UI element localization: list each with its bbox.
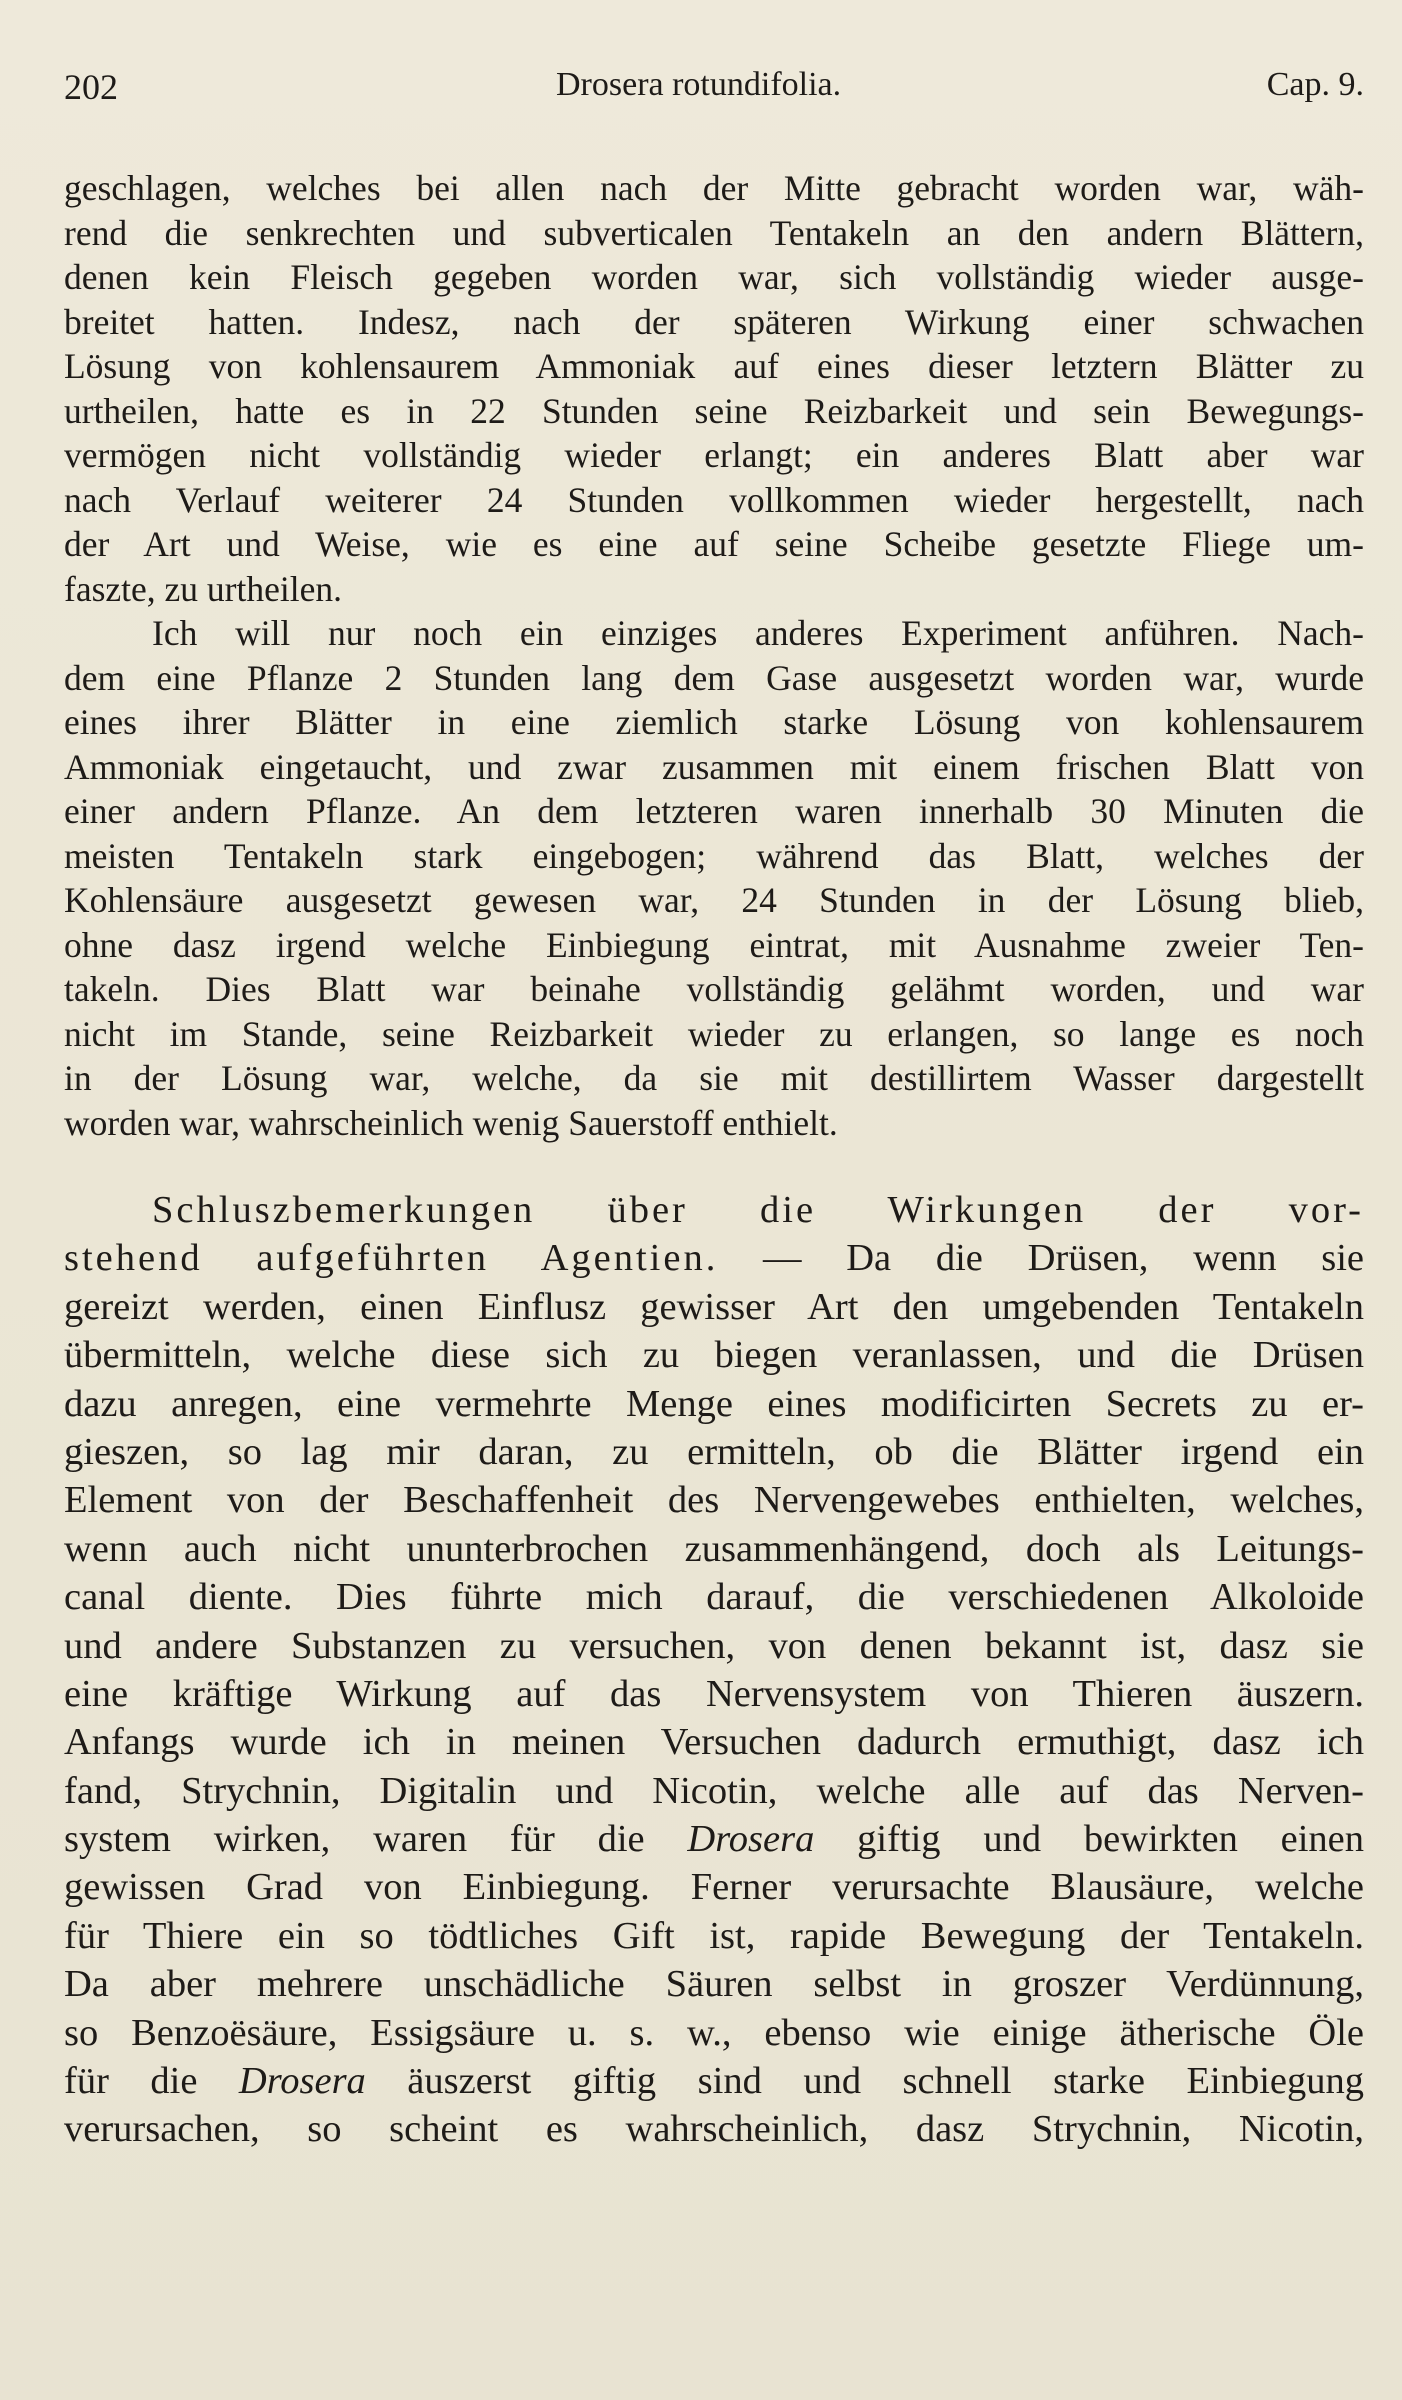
text-fragment: — Da die Drüsen, wenn sie (718, 1237, 1364, 1280)
text-line: für Thiere ein so tödtliches Gift ist, rapide Bewegung der Tentakeln. (64, 1914, 1364, 1957)
text-line: nach Verlauf weiterer 24 Stunden vollkommen wieder hergestellt, nach (64, 479, 1364, 520)
text-line: Kohlensäure ausgesetzt gewesen war, 24 Stunden in der Lösung blieb, (64, 880, 1364, 920)
text-line: der Art und Weise, wie es eine auf seine Scheibe gesetzte Fliege um- (64, 524, 1364, 564)
text-line: takeln. Dies Blatt war beinahe vollständig gelähmt worden, und war (64, 969, 1364, 1009)
text-line: vermögen nicht vollständig wieder erlangt; ein anderes Blatt aber war (64, 435, 1364, 475)
text-line: eines ihrer Blätter in eine ziemlich starke Lösung von kohlensaurem (64, 702, 1364, 742)
chapter-label: Cap. 9. (1266, 66, 1364, 103)
text-line: in der Lösung war, welche, da sie mit destillirtem Wasser dargestellt (64, 1058, 1364, 1098)
text-line: Da aber mehrere unschädliche Säuren selbst in groszer Verdünnung, (64, 1963, 1364, 2006)
text-line: und andere Substanzen zu versuchen, von denen bekannt ist, dasz sie (64, 1624, 1364, 1667)
text-line (64, 1234, 1364, 1282)
text-line: denen kein Fleisch gegeben worden war, sich vollständig wieder ausge- (64, 257, 1364, 297)
body-text-large (64, 1186, 1364, 2154)
text-line: dazu anregen, eine vermehrte Menge eines modificirten Secrets zu er- (64, 1382, 1364, 1425)
text-fragment: für die (64, 2060, 239, 2103)
page-number: 202 (64, 67, 118, 107)
text-line: rend die senkrechten und subverticalen Tentakeln an den andern Blättern, (64, 212, 1364, 253)
text-line: breitet hatten. Indesz, nach der späteren Wirkung einer schwachen (64, 301, 1364, 342)
text-line: Element von der Beschaffenheit des Nervengewebes enthielten, welches, (64, 1479, 1364, 1522)
text-line: Lösung von kohlensaurem Ammoniak auf eines dieser letztern Blätter zu (64, 346, 1364, 386)
section-heading-line: stehend aufgeführten Agentien. (64, 1237, 719, 1280)
text-line: gieszen, so lag mir daran, zu ermitteln, ob die Blätter irgend ein (64, 1430, 1364, 1473)
text-line: faszte, zu urtheilen. (64, 568, 342, 609)
text-line: Anfangs wurde ich in meinen Versuchen dadurch ermuthigt, dasz ich (64, 1721, 1364, 1764)
text-line: übermitteln, welche diese sich zu biegen veranlassen, und die Drüsen (64, 1334, 1364, 1377)
text-line: worden war, wahrscheinlich wenig Sauerstoff enthielt. (64, 1102, 838, 1143)
text-line: urtheilen, hatte es in 22 Stunden seine Reizbarkeit und sein Bewegungs- (64, 390, 1364, 431)
text-line: meisten Tentakeln stark eingebogen; während das Blatt, welches der (64, 835, 1364, 876)
text-fragment: system wirken, waren für die (64, 1818, 688, 1861)
italic-term: Drosera (238, 2060, 366, 2103)
text-line: gewissen Grad von Einbiegung. Ferner verursachte Blausäure, welche (64, 1866, 1364, 1909)
text-line: fand, Strychnin, Digitalin und Nicotin, welche alle auf das Nerven- (64, 1769, 1364, 1812)
text-line: canal diente. Dies führte mich darauf, die verschiedenen Alkoloide (64, 1576, 1364, 1619)
paragraph-continued (64, 166, 1364, 611)
text-fragment: giftig und bewirkten einen (814, 1818, 1364, 1861)
text-line: einer andern Pflanze. An dem letzteren waren innerhalb 30 Minuten die (64, 791, 1364, 831)
running-head (64, 66, 1364, 126)
text-line: so Benzoësäure, Essigsäure u. s. w., ebenso wie einige ätherische Öle (64, 2011, 1364, 2054)
section-heading-line: Schluszbemerkungen über die Wirkungen der vor- (152, 1189, 1364, 1231)
text-line: Ammoniak eingetaucht, und zwar zusammen mit einem frischen Blatt von (64, 746, 1364, 787)
paragraph-experiment (64, 611, 1364, 1145)
text-fragment: äuszerst giftig sind und schnell starke Einbiegung (365, 2060, 1364, 2103)
text-line: geschlagen, welches bei allen nach der Mitte gebracht worden war, wäh- (64, 168, 1364, 208)
text-line: nicht im Stande, seine Reizbarkeit wieder zu erlangen, so lange es noch (64, 1013, 1364, 1054)
italic-term: Drosera (687, 1818, 815, 1861)
text-line: dem eine Pflanze 2 Stunden lang dem Gase ausgesetzt worden war, wurde (64, 657, 1364, 698)
text-line: Ich will nur noch ein einziges anderes Experiment anführen. Nach- (152, 613, 1364, 653)
text-line: gereizt werden, einen Einflusz gewisser Art den umgebenden Tentakeln (64, 1285, 1364, 1328)
text-line: eine kräftige Wirkung auf das Nervensystem von Thieren äuszern. (64, 1672, 1364, 1715)
text-line: ohne dasz irgend welche Einbiegung eintrat, mit Ausnahme zweier Ten- (64, 924, 1364, 965)
text-line (64, 1815, 1364, 1863)
body-text-small (64, 166, 1364, 1145)
running-title: Drosera rotundifolia. (556, 66, 842, 103)
text-line (64, 2057, 1364, 2105)
text-line: verursachen, so scheint es wahrscheinlich, dasz Strychnin, Nicotin, (64, 2108, 1364, 2151)
text-line: wenn auch nicht ununterbrochen zusammenhängend, doch als Leitungs- (64, 1527, 1364, 1570)
